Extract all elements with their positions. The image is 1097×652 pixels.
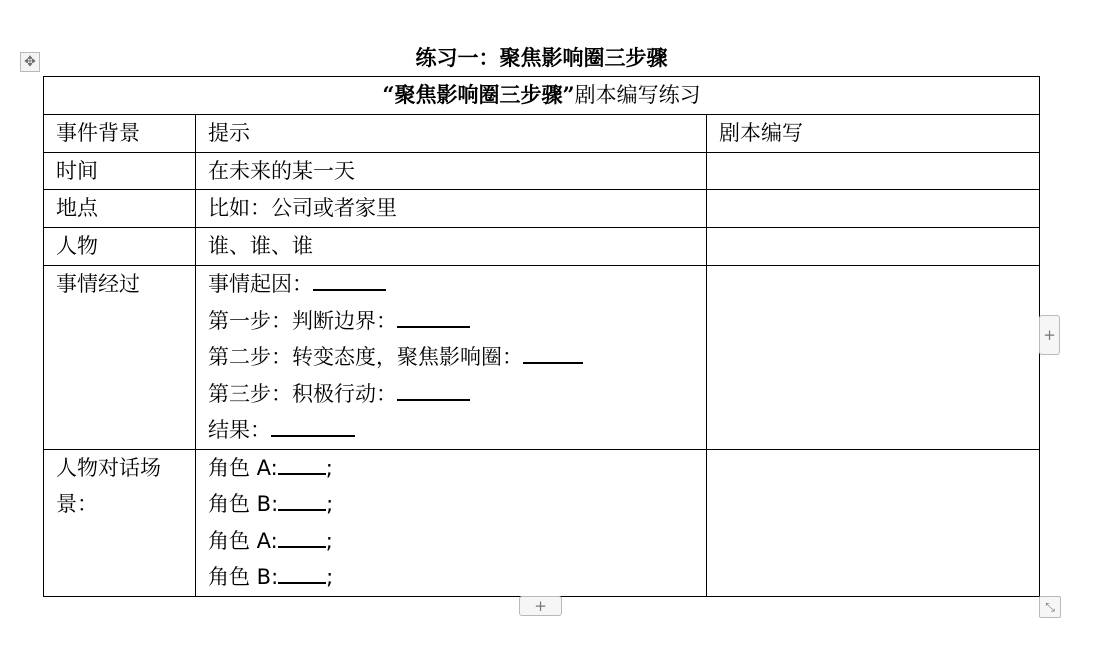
process-line: 第二步：转变态度，聚焦影响圈： [208, 339, 694, 376]
row-place-hint[interactable]: 比如：公司或者家里 [196, 190, 707, 228]
process-line: 事情起因： [208, 266, 694, 303]
table-title-rest: 剧本编写练习 [574, 83, 701, 107]
row-dialogue-script-cell[interactable] [707, 449, 1040, 596]
plus-icon: + [1043, 326, 1056, 344]
table-row [44, 228, 1040, 266]
row-place-script-cell[interactable] [707, 190, 1040, 228]
add-column-button[interactable] [1039, 315, 1060, 355]
process-line: 第一步：判断边界： [208, 303, 694, 340]
row-place-label[interactable]: 地点 [44, 190, 196, 228]
row-process-script-cell[interactable] [707, 266, 1040, 450]
table-row [44, 266, 1040, 450]
table-row [44, 152, 1040, 190]
header-row [44, 115, 1040, 153]
process-line: 第三步：积极行动： [208, 376, 694, 413]
row-process-hint[interactable] [196, 266, 707, 450]
fill-blank [523, 342, 583, 364]
row-process-label[interactable]: 事情经过 [44, 266, 196, 450]
fill-blank [271, 415, 355, 437]
row-people-hint[interactable]: 谁、谁、谁 [196, 228, 707, 266]
move-arrows-icon: ✥ [24, 54, 36, 70]
header-background[interactable]: 事件背景 [44, 115, 196, 153]
row-people-label[interactable]: 人物 [44, 228, 196, 266]
table-title-bold: “聚焦影响圈三步骤” [382, 82, 575, 107]
row-dialogue-hint[interactable] [196, 449, 707, 596]
diagonal-resize-icon: ⤡ [1045, 599, 1055, 614]
header-hint[interactable]: 提示 [196, 115, 707, 153]
fill-blank [313, 269, 386, 291]
fill-blank [278, 526, 326, 548]
table-resize-handle[interactable] [1039, 596, 1061, 618]
plus-icon: + [534, 597, 547, 615]
fill-blank [278, 562, 326, 584]
fill-blank [397, 379, 470, 401]
add-row-button[interactable] [519, 596, 562, 616]
table-row [44, 449, 1040, 596]
row-people-script-cell[interactable] [707, 228, 1040, 266]
header-script[interactable]: 剧本编写 [707, 115, 1040, 153]
row-time-script-cell[interactable] [707, 152, 1040, 190]
fill-blank [278, 489, 326, 511]
page-title: 练习一：聚焦影响圈三步骤 [415, 45, 668, 70]
row-dialogue-label[interactable]: 人物对话场景： [44, 449, 196, 596]
dialogue-line: 角色 B: ; [208, 486, 694, 523]
table-title-cell[interactable] [44, 77, 1040, 115]
fill-blank [278, 453, 326, 475]
row-time-label[interactable]: 时间 [44, 152, 196, 190]
dialogue-line: 角色 B: ; [208, 559, 694, 596]
row-time-hint[interactable]: 在未来的某一天 [196, 152, 707, 190]
script-table [43, 76, 1040, 597]
dialogue-line: 角色 A: ; [208, 523, 694, 560]
fill-blank [397, 306, 470, 328]
table-move-handle[interactable] [20, 52, 40, 72]
process-line: 结果： [208, 412, 694, 449]
table-row [44, 190, 1040, 228]
dialogue-line: 角色 A: ; [208, 450, 694, 487]
table-title-row [44, 77, 1040, 115]
